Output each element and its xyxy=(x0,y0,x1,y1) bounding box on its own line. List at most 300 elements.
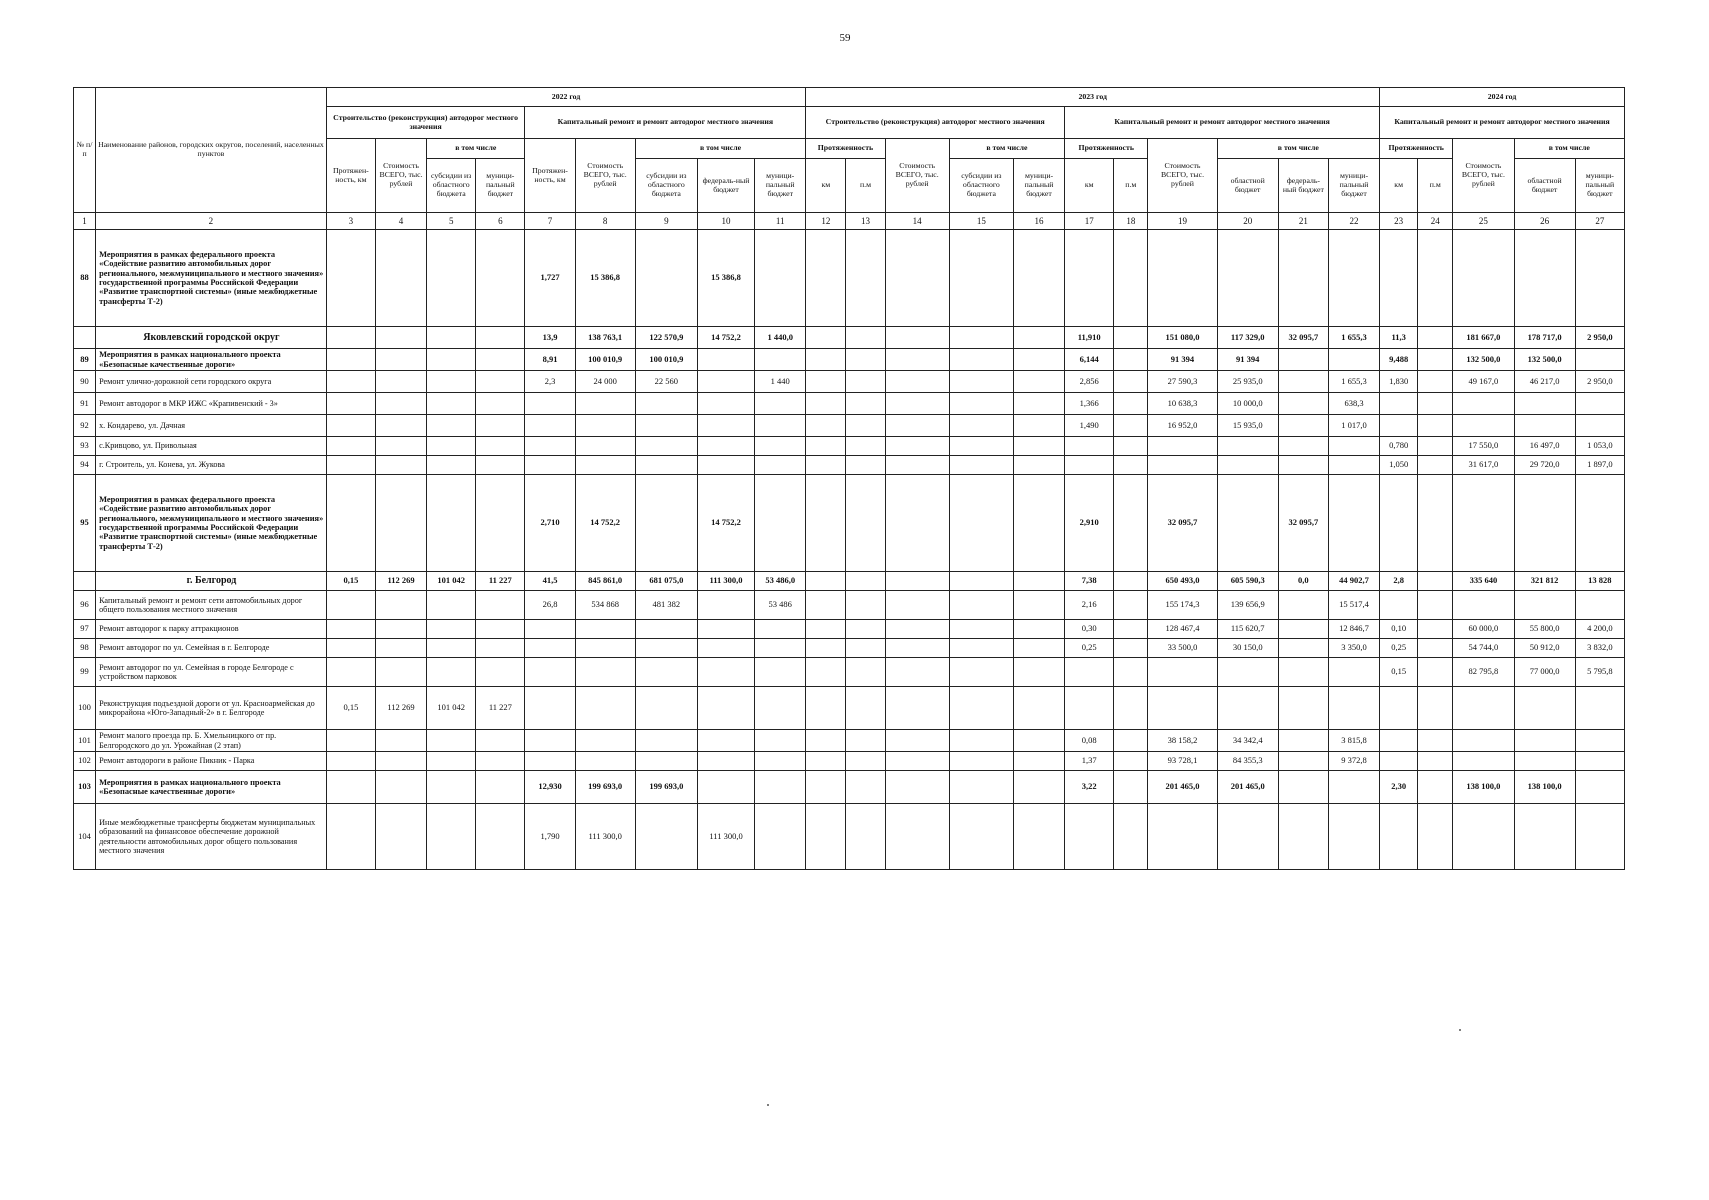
value-cell xyxy=(476,230,525,327)
value-cell xyxy=(806,415,846,437)
value-cell xyxy=(375,371,426,393)
header-2024-length: Протяженность xyxy=(1380,139,1453,159)
header-2023-cap-federal: федераль-ный бюджет xyxy=(1278,159,1328,213)
value-cell xyxy=(697,620,754,639)
column-number: 9 xyxy=(635,213,697,230)
value-cell: 49 167,0 xyxy=(1453,371,1514,393)
value-cell xyxy=(949,456,1013,475)
value-cell: 0,0 xyxy=(1278,572,1328,591)
value-cell xyxy=(885,687,949,730)
value-cell: 53 486 xyxy=(755,591,806,620)
header-2023-cap-km: км xyxy=(1065,159,1114,213)
value-cell xyxy=(1380,752,1418,771)
value-cell xyxy=(1065,230,1114,327)
value-cell xyxy=(427,620,476,639)
scan-speck xyxy=(1459,1029,1461,1031)
value-cell xyxy=(755,752,806,771)
value-cell xyxy=(476,393,525,415)
value-cell: 1 440,0 xyxy=(755,327,806,349)
header-year-2024: 2024 год xyxy=(1380,88,1625,107)
header-2023-constr-incl: в том числе xyxy=(949,139,1064,159)
value-cell xyxy=(575,456,635,475)
value-cell xyxy=(476,437,525,456)
column-number: 22 xyxy=(1328,213,1379,230)
value-cell xyxy=(846,591,885,620)
value-cell: 201 465,0 xyxy=(1148,771,1217,804)
header-no: № п/п xyxy=(74,88,96,213)
value-cell xyxy=(375,804,426,870)
value-cell xyxy=(1328,475,1379,572)
value-cell xyxy=(1114,371,1148,393)
value-cell xyxy=(949,639,1013,658)
value-cell: 151 080,0 xyxy=(1148,327,1217,349)
value-cell xyxy=(525,752,575,771)
value-cell xyxy=(885,393,949,415)
value-cell xyxy=(635,658,697,687)
value-cell xyxy=(326,771,375,804)
district-row xyxy=(74,572,1625,591)
row-name: Ремонт автодорог по ул. Семейная в городе Белгороде с устройством парковок xyxy=(96,658,327,687)
value-cell xyxy=(1013,752,1064,771)
value-cell: 0,15 xyxy=(326,687,375,730)
value-cell xyxy=(1575,730,1624,752)
value-cell xyxy=(755,620,806,639)
value-cell xyxy=(1380,393,1418,415)
value-cell xyxy=(1328,456,1379,475)
value-cell xyxy=(1418,349,1453,371)
value-cell xyxy=(575,437,635,456)
table-row xyxy=(74,456,1625,475)
value-cell xyxy=(476,415,525,437)
header-2023-constr-municipal: муници-пальный бюджет xyxy=(1013,159,1064,213)
value-cell xyxy=(949,771,1013,804)
value-cell xyxy=(846,771,885,804)
column-number: 6 xyxy=(476,213,525,230)
value-cell xyxy=(1575,349,1624,371)
value-cell xyxy=(525,730,575,752)
value-cell xyxy=(1575,230,1624,327)
value-cell: 13 828 xyxy=(1575,572,1624,591)
value-cell xyxy=(755,230,806,327)
value-cell: 201 465,0 xyxy=(1217,771,1278,804)
value-cell xyxy=(1575,771,1624,804)
header-2023-constr-km: км xyxy=(806,159,846,213)
row-number xyxy=(74,572,96,591)
value-cell: 1,490 xyxy=(1065,415,1114,437)
value-cell xyxy=(1453,752,1514,771)
value-cell xyxy=(755,415,806,437)
table-row xyxy=(74,771,1625,804)
value-cell: 12 846,7 xyxy=(1328,620,1379,639)
value-cell xyxy=(1575,415,1624,437)
value-cell: 335 640 xyxy=(1453,572,1514,591)
value-cell xyxy=(846,804,885,870)
value-cell xyxy=(575,752,635,771)
value-cell xyxy=(846,658,885,687)
header-2022-constr-length: Протяжен-ность, км xyxy=(326,139,375,213)
value-cell xyxy=(1418,393,1453,415)
value-cell: 46 217,0 xyxy=(1514,371,1575,393)
value-cell xyxy=(1278,591,1328,620)
value-cell xyxy=(1013,687,1064,730)
value-cell xyxy=(1114,393,1148,415)
value-cell xyxy=(806,687,846,730)
row-name: х. Кондарево, ул. Дачная xyxy=(96,415,327,437)
value-cell xyxy=(697,371,754,393)
value-cell: 32 095,7 xyxy=(1278,327,1328,349)
value-cell: 101 042 xyxy=(427,687,476,730)
value-cell xyxy=(375,415,426,437)
value-cell xyxy=(1453,804,1514,870)
value-cell xyxy=(885,752,949,771)
value-cell: 1,37 xyxy=(1065,752,1114,771)
value-cell xyxy=(575,639,635,658)
value-cell xyxy=(1418,327,1453,349)
value-cell xyxy=(1114,591,1148,620)
row-name: Реконструкция подъездной дороги от ул. Красноармейская до микрорайона «Юго-Западный-2» в г. Белгороде xyxy=(96,687,327,730)
value-cell: 1,366 xyxy=(1065,393,1114,415)
value-cell xyxy=(755,475,806,572)
header-2023-constr-pm: п.м xyxy=(846,159,885,213)
column-number: 12 xyxy=(806,213,846,230)
table-row xyxy=(74,687,1625,730)
value-cell xyxy=(755,730,806,752)
value-cell xyxy=(806,456,846,475)
value-cell: 4 200,0 xyxy=(1575,620,1624,639)
value-cell xyxy=(697,393,754,415)
value-cell: 111 300,0 xyxy=(697,804,754,870)
header-2023-cap-length: Протяженность xyxy=(1065,139,1148,159)
column-number: 1 xyxy=(74,213,96,230)
value-cell xyxy=(1013,393,1064,415)
value-cell xyxy=(846,327,885,349)
value-cell xyxy=(1418,572,1453,591)
value-cell xyxy=(1328,437,1379,456)
value-cell xyxy=(575,415,635,437)
value-cell: 8,91 xyxy=(525,349,575,371)
value-cell xyxy=(1328,230,1379,327)
value-cell xyxy=(1217,658,1278,687)
value-cell xyxy=(697,415,754,437)
value-cell xyxy=(697,658,754,687)
value-cell xyxy=(375,771,426,804)
value-cell: 132 500,0 xyxy=(1453,349,1514,371)
row-number: 100 xyxy=(74,687,96,730)
value-cell xyxy=(1013,658,1064,687)
value-cell xyxy=(476,456,525,475)
value-cell xyxy=(1148,687,1217,730)
value-cell xyxy=(806,371,846,393)
column-number: 23 xyxy=(1380,213,1418,230)
value-cell xyxy=(375,437,426,456)
value-cell xyxy=(375,730,426,752)
row-name: Ремонт автодороги в районе Пикник - Парка xyxy=(96,752,327,771)
header-2023-construction: Строительство (реконструкция) автодорог местного значения xyxy=(806,107,1065,139)
row-name: Иные межбюджетные трансферты бюджетам муниципальных образований на финансовое обеспечение дорожной деятельности автомобильных дорог общего пользования местного значения xyxy=(96,804,327,870)
column-number: 26 xyxy=(1514,213,1575,230)
column-number: 15 xyxy=(949,213,1013,230)
value-cell xyxy=(575,687,635,730)
value-cell xyxy=(949,591,1013,620)
value-cell xyxy=(885,327,949,349)
value-cell xyxy=(1575,591,1624,620)
value-cell xyxy=(1013,771,1064,804)
header-2024-municipal: муници-пальный бюджет xyxy=(1575,159,1624,213)
value-cell xyxy=(1380,804,1418,870)
value-cell xyxy=(1328,804,1379,870)
value-cell xyxy=(806,327,846,349)
value-cell xyxy=(885,437,949,456)
value-cell xyxy=(1114,327,1148,349)
header-2024-incl: в том числе xyxy=(1514,139,1625,159)
value-cell xyxy=(806,752,846,771)
table-row xyxy=(74,230,1625,327)
value-cell: 29 720,0 xyxy=(1514,456,1575,475)
row-number: 96 xyxy=(74,591,96,620)
table-row xyxy=(74,371,1625,393)
value-cell xyxy=(525,437,575,456)
value-cell xyxy=(806,393,846,415)
value-cell xyxy=(1148,804,1217,870)
value-cell xyxy=(525,658,575,687)
value-cell xyxy=(326,415,375,437)
value-cell: 91 394 xyxy=(1217,349,1278,371)
value-cell xyxy=(476,639,525,658)
value-cell xyxy=(1114,658,1148,687)
value-cell: 17 550,0 xyxy=(1453,437,1514,456)
value-cell xyxy=(755,771,806,804)
value-cell xyxy=(806,230,846,327)
header-2022-construction: Строительство (реконструкция) автодорог местного значения xyxy=(326,107,525,139)
value-cell: 82 795,8 xyxy=(1453,658,1514,687)
value-cell xyxy=(427,327,476,349)
header-2022-capital: Капитальный ремонт и ремонт автодорог местного значения xyxy=(525,107,806,139)
column-number: 21 xyxy=(1278,213,1328,230)
value-cell xyxy=(1217,230,1278,327)
value-cell xyxy=(806,658,846,687)
column-number: 24 xyxy=(1418,213,1453,230)
header-2022-constr-municipal: муници-пальный бюджет xyxy=(476,159,525,213)
value-cell xyxy=(1065,437,1114,456)
value-cell xyxy=(1453,230,1514,327)
value-cell xyxy=(885,349,949,371)
value-cell xyxy=(427,415,476,437)
row-number: 92 xyxy=(74,415,96,437)
value-cell xyxy=(806,620,846,639)
value-cell xyxy=(476,349,525,371)
value-cell xyxy=(375,620,426,639)
value-cell xyxy=(1278,771,1328,804)
value-cell xyxy=(846,456,885,475)
value-cell xyxy=(1278,393,1328,415)
value-cell xyxy=(1114,639,1148,658)
value-cell xyxy=(949,437,1013,456)
value-cell: 5 795,8 xyxy=(1575,658,1624,687)
value-cell xyxy=(635,804,697,870)
value-cell xyxy=(1514,591,1575,620)
table-row xyxy=(74,475,1625,572)
column-number: 7 xyxy=(525,213,575,230)
value-cell: 0,780 xyxy=(1380,437,1418,456)
value-cell xyxy=(949,752,1013,771)
value-cell xyxy=(1278,639,1328,658)
value-cell: 1,790 xyxy=(525,804,575,870)
value-cell xyxy=(326,591,375,620)
header-2023-cap-pm: п.м xyxy=(1114,159,1148,213)
value-cell xyxy=(1217,475,1278,572)
value-cell: 31 617,0 xyxy=(1453,456,1514,475)
value-cell xyxy=(476,658,525,687)
value-cell xyxy=(949,687,1013,730)
value-cell: 650 493,0 xyxy=(1148,572,1217,591)
table-row xyxy=(74,437,1625,456)
value-cell xyxy=(427,730,476,752)
value-cell xyxy=(635,752,697,771)
row-number: 101 xyxy=(74,730,96,752)
value-cell xyxy=(1418,752,1453,771)
header-2023-cap-municipal: муници-пальный бюджет xyxy=(1328,159,1379,213)
value-cell xyxy=(575,658,635,687)
value-cell xyxy=(1013,230,1064,327)
value-cell: 7,38 xyxy=(1065,572,1114,591)
value-cell: 112 269 xyxy=(375,572,426,591)
value-cell xyxy=(375,475,426,572)
page-number: 59 xyxy=(839,32,851,44)
value-cell xyxy=(476,591,525,620)
column-number: 8 xyxy=(575,213,635,230)
value-cell xyxy=(885,730,949,752)
value-cell xyxy=(575,393,635,415)
column-numbers-row xyxy=(74,213,1625,230)
value-cell xyxy=(635,620,697,639)
value-cell xyxy=(1114,572,1148,591)
value-cell xyxy=(1065,456,1114,475)
value-cell xyxy=(1013,437,1064,456)
value-cell xyxy=(476,730,525,752)
value-cell xyxy=(1514,730,1575,752)
value-cell xyxy=(697,437,754,456)
row-number: 93 xyxy=(74,437,96,456)
district-name: Яковлевский городской округ xyxy=(96,327,327,349)
column-number: 17 xyxy=(1065,213,1114,230)
value-cell xyxy=(375,456,426,475)
header-2023-constr-length: Протяженность xyxy=(806,139,885,159)
value-cell xyxy=(1148,437,1217,456)
row-number: 89 xyxy=(74,349,96,371)
value-cell: 181 667,0 xyxy=(1453,327,1514,349)
value-cell xyxy=(1380,687,1418,730)
value-cell xyxy=(1380,230,1418,327)
row-name: Ремонт автодорог в МКР ИЖС «Крапивенский - 3» xyxy=(96,393,327,415)
value-cell xyxy=(1514,804,1575,870)
value-cell: 0,25 xyxy=(1065,639,1114,658)
value-cell xyxy=(635,393,697,415)
value-cell xyxy=(1013,804,1064,870)
header-2023-cap-obl: областной бюджет xyxy=(1217,159,1278,213)
table-row xyxy=(74,415,1625,437)
value-cell xyxy=(375,639,426,658)
value-cell xyxy=(1278,349,1328,371)
value-cell: 10 000,0 xyxy=(1217,393,1278,415)
value-cell xyxy=(1013,349,1064,371)
value-cell: 3,22 xyxy=(1065,771,1114,804)
value-cell: 9 372,8 xyxy=(1328,752,1379,771)
value-cell xyxy=(1453,687,1514,730)
value-cell xyxy=(949,730,1013,752)
value-cell: 845 861,0 xyxy=(575,572,635,591)
header-2022-constr-cost: Стоимость ВСЕГО, тыс. рублей xyxy=(375,139,426,213)
value-cell xyxy=(525,393,575,415)
value-cell xyxy=(846,371,885,393)
value-cell xyxy=(755,658,806,687)
value-cell xyxy=(635,730,697,752)
table-row xyxy=(74,620,1625,639)
value-cell: 9,488 xyxy=(1380,349,1418,371)
value-cell xyxy=(885,658,949,687)
value-cell xyxy=(949,475,1013,572)
value-cell xyxy=(1418,456,1453,475)
value-cell: 199 693,0 xyxy=(635,771,697,804)
value-cell xyxy=(476,475,525,572)
column-number: 18 xyxy=(1114,213,1148,230)
column-number: 3 xyxy=(326,213,375,230)
value-cell xyxy=(755,639,806,658)
value-cell xyxy=(697,730,754,752)
value-cell: 34 342,4 xyxy=(1217,730,1278,752)
value-cell: 138 100,0 xyxy=(1514,771,1575,804)
value-cell: 12,930 xyxy=(525,771,575,804)
value-cell xyxy=(476,804,525,870)
value-cell xyxy=(1418,415,1453,437)
value-cell xyxy=(427,771,476,804)
value-cell xyxy=(697,639,754,658)
column-number: 19 xyxy=(1148,213,1217,230)
value-cell xyxy=(1278,752,1328,771)
value-cell: 1,050 xyxy=(1380,456,1418,475)
header-year-2023: 2023 год xyxy=(806,88,1380,107)
value-cell: 15 935,0 xyxy=(1217,415,1278,437)
value-cell xyxy=(427,591,476,620)
value-cell xyxy=(326,327,375,349)
table-row xyxy=(74,393,1625,415)
value-cell xyxy=(525,639,575,658)
value-cell xyxy=(806,475,846,572)
value-cell xyxy=(846,437,885,456)
value-cell: 117 329,0 xyxy=(1217,327,1278,349)
row-number: 97 xyxy=(74,620,96,639)
value-cell xyxy=(697,752,754,771)
value-cell: 101 042 xyxy=(427,572,476,591)
value-cell xyxy=(326,393,375,415)
value-cell xyxy=(476,620,525,639)
value-cell xyxy=(846,687,885,730)
value-cell xyxy=(1418,230,1453,327)
row-name: Мероприятия в рамках национального проекта «Безопасные качественные дороги» xyxy=(96,771,327,804)
header-2023-cap-incl: в том числе xyxy=(1217,139,1380,159)
value-cell xyxy=(1328,771,1379,804)
value-cell xyxy=(1114,771,1148,804)
value-cell: 2,910 xyxy=(1065,475,1114,572)
value-cell xyxy=(1575,752,1624,771)
value-cell xyxy=(1278,620,1328,639)
value-cell xyxy=(326,371,375,393)
header-2022-constr-subsidy: субсидии из областного бюджета xyxy=(427,159,476,213)
value-cell: 11 227 xyxy=(476,572,525,591)
value-cell xyxy=(1217,687,1278,730)
value-cell xyxy=(1380,475,1418,572)
value-cell xyxy=(846,415,885,437)
value-cell xyxy=(1114,415,1148,437)
